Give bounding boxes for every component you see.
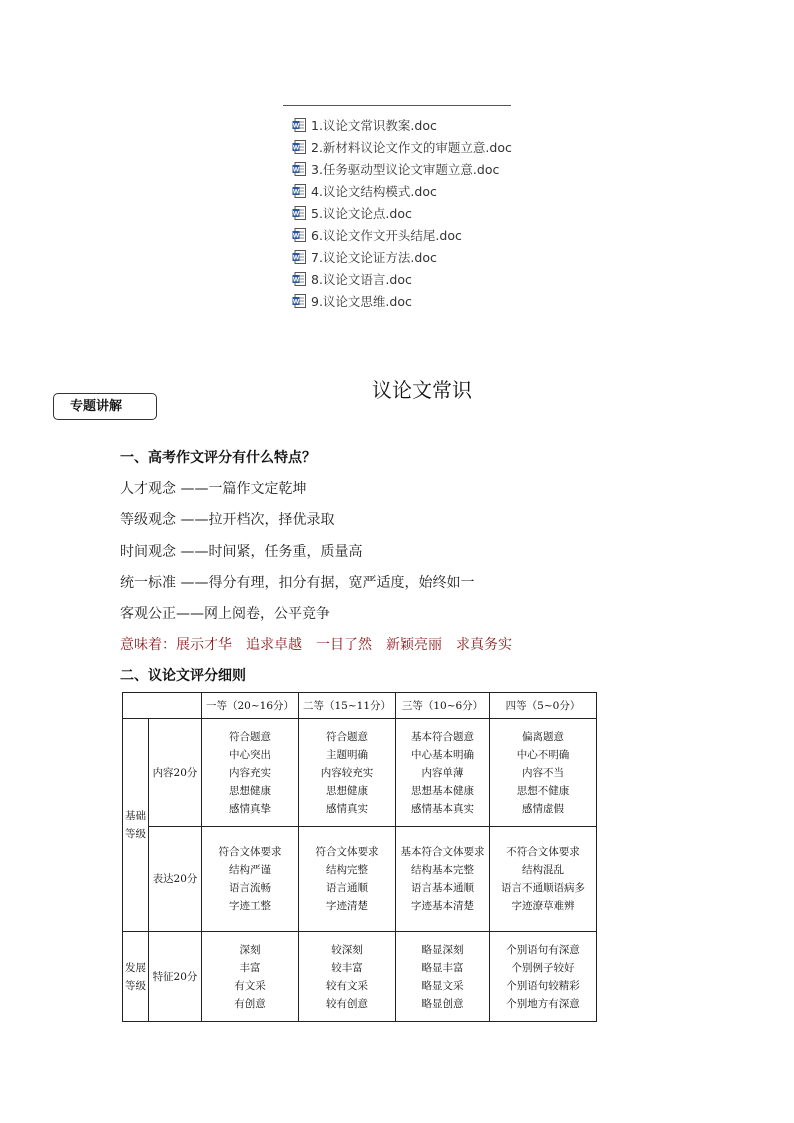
section-heading: 二、议论文评分细则 xyxy=(120,668,246,684)
meaning-item: 一目了然 xyxy=(316,637,372,653)
group-label: 发展等级 xyxy=(123,932,149,1022)
cell-line: 内容充实 xyxy=(229,766,271,779)
cell-line: 结构完整 xyxy=(326,864,368,876)
table-header-row xyxy=(123,693,597,719)
cell-line: 深刻 xyxy=(239,943,261,956)
attachment-item[interactable] xyxy=(292,136,512,158)
cell-line: 丰富 xyxy=(239,961,261,974)
header-cell: 一等（20~16分） xyxy=(202,693,299,719)
corner-cell xyxy=(123,693,202,719)
page-title: 议论文常识 xyxy=(372,378,472,402)
word-doc-icon xyxy=(292,294,306,308)
cell-line: 略显丰富 xyxy=(421,961,464,974)
cell-line: 个别语句较精彩 xyxy=(506,979,580,992)
cell-line: 字迹清楚 xyxy=(326,900,368,912)
svg-text:W: W xyxy=(292,122,300,130)
text-line: 统一标准 ——得分有理，扣分有据，宽严适度，始终如一 xyxy=(120,575,475,591)
cell-line: 字迹潦草难辨 xyxy=(511,900,575,912)
cell-line: 感情真挚 xyxy=(229,802,271,815)
meaning-item: 追求卓越 xyxy=(246,637,302,653)
meaning-item: 求真务实 xyxy=(456,637,512,653)
row-label: 内容20分 xyxy=(149,719,202,827)
cell-line: 结构严谨 xyxy=(229,864,271,876)
cell-line: 偏离题意 xyxy=(522,730,564,743)
cell-line: 个别语句有深意 xyxy=(506,943,580,956)
word-doc-icon xyxy=(292,140,306,154)
svg-text:W: W xyxy=(292,276,300,284)
table-cell xyxy=(490,827,597,932)
table-cell xyxy=(299,932,396,1022)
row-label: 特征20分 xyxy=(149,932,202,1022)
attachment-name: 3.任务驱动型议论文审题立意.doc xyxy=(311,162,500,177)
attachment-item[interactable] xyxy=(292,158,512,180)
topic-tag: 专题讲解 xyxy=(53,393,157,420)
cell-line: 思想不健康 xyxy=(516,784,570,797)
table-cell xyxy=(396,827,490,932)
table-cell xyxy=(396,719,490,827)
cell-line: 思想基本健康 xyxy=(411,784,474,797)
attachment-item[interactable] xyxy=(292,268,512,290)
word-doc-icon xyxy=(292,228,306,242)
cell-line: 语言不通顺语病多 xyxy=(501,882,585,894)
word-doc-icon xyxy=(292,272,306,286)
attachment-item[interactable] xyxy=(292,290,512,312)
table-cell xyxy=(490,719,597,827)
table-row xyxy=(123,932,597,1022)
word-doc-icon xyxy=(292,206,306,220)
cell-line: 不符合文体要求 xyxy=(506,846,580,858)
attachment-list xyxy=(292,114,512,312)
word-doc-icon xyxy=(292,162,306,176)
cell-line: 感情基本真实 xyxy=(411,802,474,815)
cell-line: 内容较充实 xyxy=(320,766,374,779)
word-doc-icon xyxy=(292,250,306,264)
attachment-name: 1.议论文常识教案.doc xyxy=(311,118,437,133)
attachment-name: 2.新材料议论文作文的审题立意.doc xyxy=(311,140,512,155)
table-row xyxy=(123,827,597,932)
svg-text:W: W xyxy=(292,298,300,306)
cell-line: 个别地方有深意 xyxy=(506,997,580,1010)
cell-line: 符合文体要求 xyxy=(218,846,282,858)
cell-line: 字迹基本清楚 xyxy=(411,900,474,912)
cell-line: 结构混乱 xyxy=(522,864,564,876)
cell-line: 思想健康 xyxy=(326,784,368,797)
word-doc-icon xyxy=(292,184,306,198)
svg-text:W: W xyxy=(292,166,300,174)
cell-line: 有文采 xyxy=(234,979,266,992)
cell-line: 符合题意 xyxy=(326,730,368,743)
table-cell xyxy=(202,719,299,827)
toc-divider xyxy=(283,105,511,106)
cell-line: 思想健康 xyxy=(229,784,271,797)
cell-line: 略显创意 xyxy=(421,997,464,1010)
row-label: 表达20分 xyxy=(149,827,202,932)
meaning-item: 新颖亮丽 xyxy=(386,637,442,653)
attachment-item[interactable] xyxy=(292,180,512,202)
meaning-line xyxy=(120,634,526,654)
cell-line: 字迹工整 xyxy=(229,900,271,912)
cell-line: 语言流畅 xyxy=(229,882,271,894)
table-cell xyxy=(202,827,299,932)
grading-table xyxy=(122,692,597,1022)
header-cell: 四等（5~0分） xyxy=(490,693,597,719)
cell-line: 符合题意 xyxy=(229,730,271,743)
meaning-item: 展示才华 xyxy=(176,637,232,653)
header-cell: 三等（10~6分） xyxy=(396,693,490,719)
cell-line: 中心基本明确 xyxy=(411,748,474,761)
cell-line: 较有文采 xyxy=(326,979,368,992)
attachment-item[interactable] xyxy=(292,114,512,136)
cell-line: 主题明确 xyxy=(326,748,368,761)
attachment-item[interactable] xyxy=(292,202,512,224)
cell-line: 符合文体要求 xyxy=(315,846,379,858)
meaning-label: 意味着： xyxy=(120,637,176,653)
cell-line: 内容单薄 xyxy=(421,766,464,779)
attachment-name: 7.议论文论证方法.doc xyxy=(311,250,437,265)
word-doc-icon xyxy=(292,118,306,132)
table-row xyxy=(123,719,597,827)
attachment-item[interactable] xyxy=(292,224,512,246)
svg-text:W: W xyxy=(292,144,300,152)
attachment-name: 4.议论文结构模式.doc xyxy=(311,184,437,199)
table-cell xyxy=(202,932,299,1022)
attachment-name: 9.议论文思维.doc xyxy=(311,294,412,309)
cell-line: 略显文采 xyxy=(421,979,464,992)
group-label: 基础等级 xyxy=(123,719,149,932)
table-cell xyxy=(299,719,396,827)
cell-line: 有创意 xyxy=(234,997,266,1010)
cell-line: 中心突出 xyxy=(229,748,271,761)
table-cell xyxy=(396,932,490,1022)
cell-line: 较有创意 xyxy=(326,997,368,1010)
section-heading: 一、高考作文评分有什么特点？ xyxy=(120,450,316,466)
cell-line: 语言通顺 xyxy=(326,882,368,894)
text-line: 人才观念 ——一篇作文定乾坤 xyxy=(120,481,307,497)
svg-text:W: W xyxy=(292,210,300,218)
cell-line: 语言基本通顺 xyxy=(411,882,474,894)
svg-text:W: W xyxy=(292,254,300,262)
attachment-name: 6.议论文作文开头结尾.doc xyxy=(311,228,462,243)
svg-text:W: W xyxy=(292,188,300,196)
cell-line: 结构基本完整 xyxy=(411,864,474,876)
cell-line: 感情真实 xyxy=(326,802,368,815)
cell-line: 较丰富 xyxy=(331,961,363,974)
cell-line: 感情虚假 xyxy=(522,802,564,815)
cell-line: 个别例子较好 xyxy=(511,961,575,974)
cell-line: 略显深刻 xyxy=(421,943,464,956)
text-line: 时间观念 ——时间紧，任务重，质量高 xyxy=(120,544,363,560)
text-line: 等级观念 ——拉开档次，择优录取 xyxy=(120,512,335,528)
header-cell: 二等（15~11分） xyxy=(299,693,396,719)
cell-line: 基本符合文体要求 xyxy=(400,846,485,858)
cell-line: 中心不明确 xyxy=(516,748,570,761)
attachment-name: 8.议论文语言.doc xyxy=(311,272,412,287)
attachment-item[interactable] xyxy=(292,246,512,268)
table-cell xyxy=(490,932,597,1022)
cell-line: 基本符合题意 xyxy=(411,730,474,743)
attachment-name: 5.议论文论点.doc xyxy=(311,206,412,221)
cell-line: 内容不当 xyxy=(522,766,564,779)
text-line: 客观公正——网上阅卷，公平竞争 xyxy=(120,606,330,622)
cell-line: 较深刻 xyxy=(331,943,363,956)
table-cell xyxy=(299,827,396,932)
svg-text:W: W xyxy=(292,232,300,240)
